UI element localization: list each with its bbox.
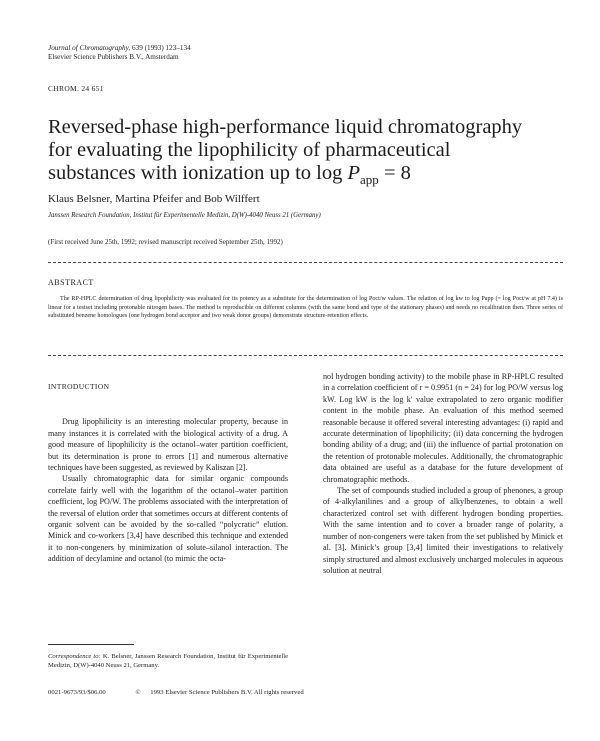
journal-reference: 639 (1993) 123–134 bbox=[132, 44, 191, 52]
received-dates: (First received June 25th, 1992; revised manuscript received September 25th, 1992) bbox=[48, 238, 283, 246]
abstract-heading: ABSTRACT bbox=[48, 278, 94, 287]
footnote-text: K. Belsner, Janssen Research Foundation, Institut für Experimentelle Medizin, D(W)-4040 Neuss 21, Germany. bbox=[48, 653, 288, 669]
divider-bottom bbox=[48, 355, 563, 356]
copyright-text: 1993 Elsevier Science Publishers B.V. All rights reserved bbox=[150, 689, 304, 696]
copyright-symbol: © bbox=[135, 689, 141, 696]
correspondence-footnote bbox=[48, 653, 288, 670]
article-title bbox=[48, 116, 568, 191]
journal-header bbox=[48, 44, 191, 62]
footnote-label: Correspondence to: bbox=[48, 653, 101, 660]
footnote-rule bbox=[48, 644, 134, 645]
paragraph: Drug lipophilicity is an interesting molecular property, because in many instances it is correlated with the biological activity of a drug. A good measure of lipophilicity is the octanol–water partition coefficient, but its determination is prone to errors [1] and numerous alternative techniques have been suggested, as reviewed by Kaliszan [2]. bbox=[48, 417, 288, 473]
title-line-3 bbox=[48, 162, 411, 188]
title-line-2: for evaluating the lipophilicity of pharmaceutical bbox=[48, 139, 451, 161]
title-line-3-prefix: substances with ionization up to log bbox=[48, 162, 348, 184]
divider-top bbox=[48, 262, 563, 263]
publisher: Elsevier Science Publishers B.V., Amsterdam bbox=[48, 53, 179, 61]
abstract-text: The RP-HPLC determination of drug lipophilicity was evaluated for its potency as a substitute for the determination of log Poct/w values. The relation of log kw to log Papp (= log Poct/w at pH 7.4) is linear for a testset including protonable nitrogen bases. The method is reproducible on different columns (with the same bond and type of the stationary phases) and needs no recalibration then. Three series of substituted benzene homologues (one hydrogen bond acceptor and two weak donor groups) demonstrate structure-retention effects. bbox=[48, 296, 563, 319]
paragraph: Usually chromatographic data for similar organic compounds correlate fairly well with the logarithm of the octanol–water partition coefficient, log PO/W. The problems associated with the interpretation of the reversal of elution order that sometimes occurs at different contents of organic solvent can be avoided by the so-called “polycratic” elution. Minick and co-workers [3,4] have described this technique and extended it to non-congeners by minimization of solute–silanol interaction. The addition of decylamine and octanol (to mimic the octa- bbox=[48, 474, 288, 564]
title-subscript: app bbox=[360, 172, 379, 188]
journal-name: Journal of Chromatography, bbox=[48, 44, 131, 52]
copyright-line bbox=[48, 689, 304, 696]
left-column bbox=[48, 381, 288, 565]
title-variable: P bbox=[347, 162, 361, 184]
chrom-id: CHROM. 24 651 bbox=[48, 84, 104, 93]
paragraph: The set of compounds studied included a group of phenones, a group of 4-alkylanilines and a group of alkylbenzenes, to obtain a well characterized control set with different hydrogen bonding properties. With the same intention and to cover a broader range of polarity, a number of non-congeners were taken from the set published by Minick et al. [3]. Minick’s group [3,4] limited their investigations to relatively simply structured and almost exclusively uncharged molecules in aqueous solution at neutral bbox=[323, 486, 563, 575]
authors: Klaus Belsner, Martina Pfeifer and Bob Wilffert bbox=[48, 193, 260, 205]
title-line-3-suffix: = 8 bbox=[378, 162, 411, 184]
journal-citation bbox=[48, 44, 191, 53]
section-heading-introduction: INTRODUCTION bbox=[48, 382, 110, 391]
affiliation: Janssen Research Foundation, Institut für Experimentelle Medizin, D(W)-4040 Neuss 21 (Germany) bbox=[48, 212, 321, 219]
paragraph: nol hydrogen bonding activity) to the mobile phase in RP-HPLC resulted in a correlation coefficient of r = 0.9951 (n = 24) for log PO/W versus log kW. Log kW is the log k′ value extrapolated to zero organic modifier content in the mobile phase. An evaluation of this method seemed reasonable because it offered several interesting advantages: (i) rapid and accurate determination of lipophilicity; (ii) data concerning the hydrogen bonding ability of a drug; and (iii) the influence of partial protonation on the retention of protonable molecules. Additionally, the chromatographic data obtained are useful as a database for the future development of chromatographic methods. bbox=[323, 372, 563, 484]
right-column bbox=[323, 371, 563, 576]
title-line-1: Reversed-phase high-performance liquid chromatography bbox=[48, 116, 523, 138]
issn-code: 0021-9673/93/$06.00 bbox=[48, 689, 106, 696]
